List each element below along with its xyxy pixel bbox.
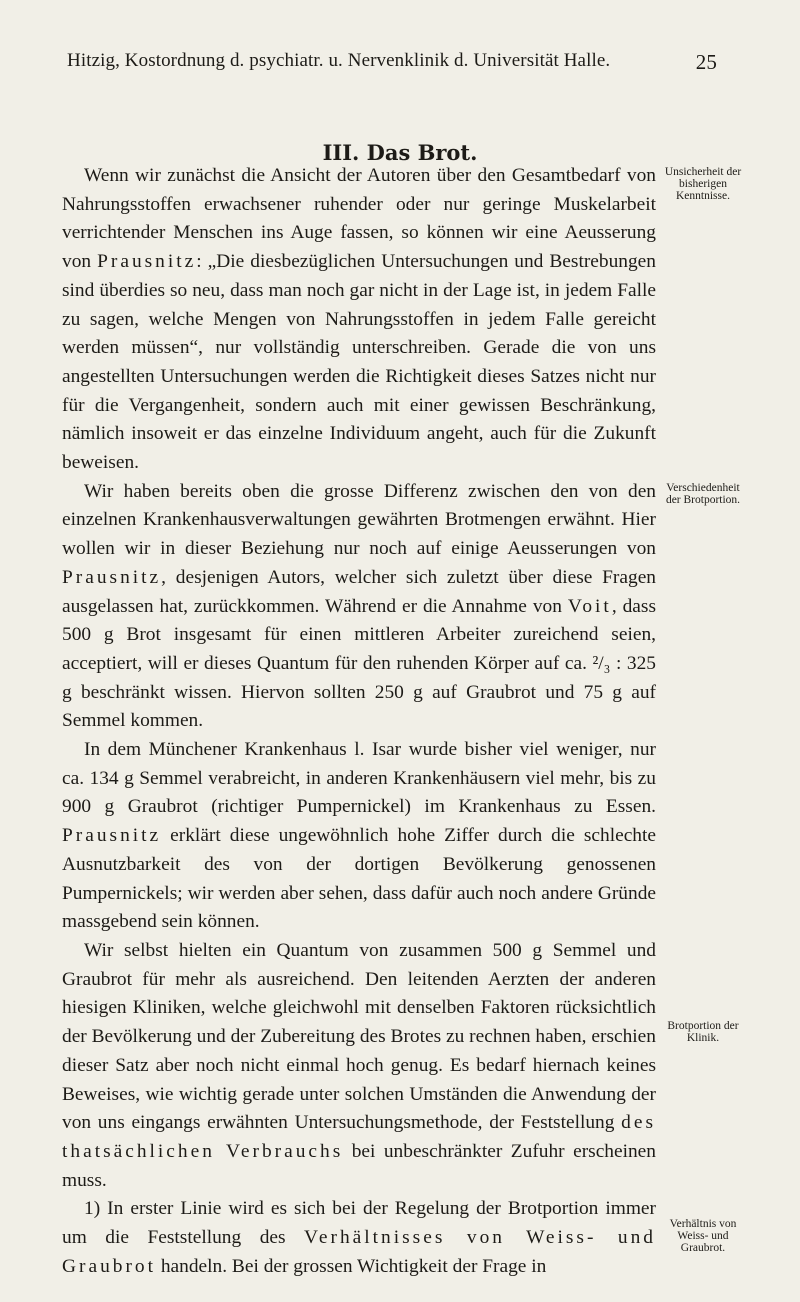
text-run: erklärt diese ungewöhnlich hohe Ziffer durch die schlechte Ausnutzbarkeit des von der dortigen Bevölkerung genossenen Pumpernickels; wir werden aber sehen, dass dafür auch noch andere Gründe massgebend sein können. — [62, 825, 656, 933]
text-run: , dass 500 g Brot insgesamt für einen mittleren Arbeiter zureichend seien, acceptiert, will er dieses Quantum für den ruhenden Körper auf ca. ²/₃ : 325 g beschränkt wissen. Hiervon sollten 250 g auf Graubrot und 75 g auf Semmel kommen. — [62, 595, 656, 732]
text-run: Wir haben bereits oben die grosse Differenz zwischen den von den einzelnen Krankenhausverwaltungen gewährten Brotmengen erwähnt. Hier wollen wir in dieser Beziehung nur noch auf einige Aeusserungen von — [62, 480, 656, 560]
spaced-name: Voit — [567, 595, 612, 617]
text-run: bei unbeschränkter Zufuhr erscheinen muss. — [62, 1140, 656, 1191]
spaced-phrase: Verhältnisses von Weiss- und Graubrot — [62, 1227, 656, 1277]
paragraph — [62, 478, 656, 736]
paragraph — [62, 736, 656, 937]
section-title: III. Das Brot. — [322, 140, 478, 165]
text-run: Wir selbst hielten ein Quantum von zusammen 500 g Semmel und Graubrot für mehr als ausreichend. Den leitenden Aerzten der anderen hiesigen Kliniken, welche gleichwohl mit denselben Faktoren rücksichtlich der Bevölkerung und der Zubereitung des Brotes zu rechnen haben, erschien dieser Satz aber noch nicht einmal hoch genug. Es bedarf hiernach keines Beweises, wie wichtig gerade unter solchen Umständen die Anwendung der von uns eingangs erwähnten Untersuchungsmethode, der Feststellung — [62, 939, 656, 1134]
text-run: In dem Münchener Krankenhaus l. Isar wurde bisher viel weniger, nur ca. 134 g Semmel verabreicht, in anderen Krankenhäusern viel mehr, bis zu 900 g Graubrot (richtiger Pumpernickel) im Krankenhaus zu Essen. — [62, 739, 656, 818]
spaced-phrase: des thatsächlichen Verbrauchs — [62, 1112, 656, 1162]
margin-note: Verschiedenheit der Brotportion. — [665, 482, 741, 506]
text-run: : „Die diesbezüglichen Untersuchungen und Bestrebungen sind überdies so neu, dass man noch gar nicht in der Lage ist, in jedem Falle zu sagen, welche Mengen von Nahrungsstoffen in jedem Falle gereicht werden müssen“, nur vollständig unterschreiben. Gerade die von uns angestellten Untersuchungen werden die Richtigkeit dieses Satzes nicht nur für die Vergangenheit, sondern auch mit einer gewissen Beschränkung, nämlich insoweit er das einzelne Individuum angeht, auch für die Zukunft beweisen. — [62, 251, 656, 474]
text-run: Wenn wir zunächst die Ansicht der Autoren über den Gesamtbedarf von Nahrungsstoffen erwachsener ruhender oder nur geringe Muskelarbeit verrichtender Menschen ins Auge fassen, so können wir eine Aeusserung von — [62, 165, 656, 273]
paragraph — [62, 1195, 656, 1281]
text-run: handeln. Bei der grossen Wichtigkeit der Frage in — [156, 1255, 547, 1277]
paragraph — [62, 937, 656, 1195]
page-number: 25 — [695, 50, 717, 74]
spaced-name: Prausnitz — [62, 566, 162, 588]
text-run: 1) In erster Linie wird es sich bei der Regelung der Brotportion immer um die Feststellung des — [62, 1198, 656, 1249]
text-run: , desjenigen Autors, welcher sich zuletzt über diese Fragen ausgelassen hat, zurückkommen. Während er die Annahme von — [62, 566, 656, 617]
margin-note: Brotportion der Klinik. — [667, 1020, 739, 1044]
running-title: Hitzig, Kostordnung d. psychiatr. u. Nervenklinik d. Universität Halle. — [67, 50, 611, 71]
paragraph — [62, 162, 656, 478]
body-text — [62, 162, 656, 1281]
spaced-name: Prausnitz — [62, 825, 162, 847]
margin-note: Unsicherheit der bisherigen Kenntnisse. — [664, 166, 742, 202]
spaced-name: Prausnitz — [97, 251, 197, 273]
running-head — [67, 50, 717, 72]
margin-note: Verhältnis von Weiss- und Graubrot. — [669, 1218, 737, 1254]
